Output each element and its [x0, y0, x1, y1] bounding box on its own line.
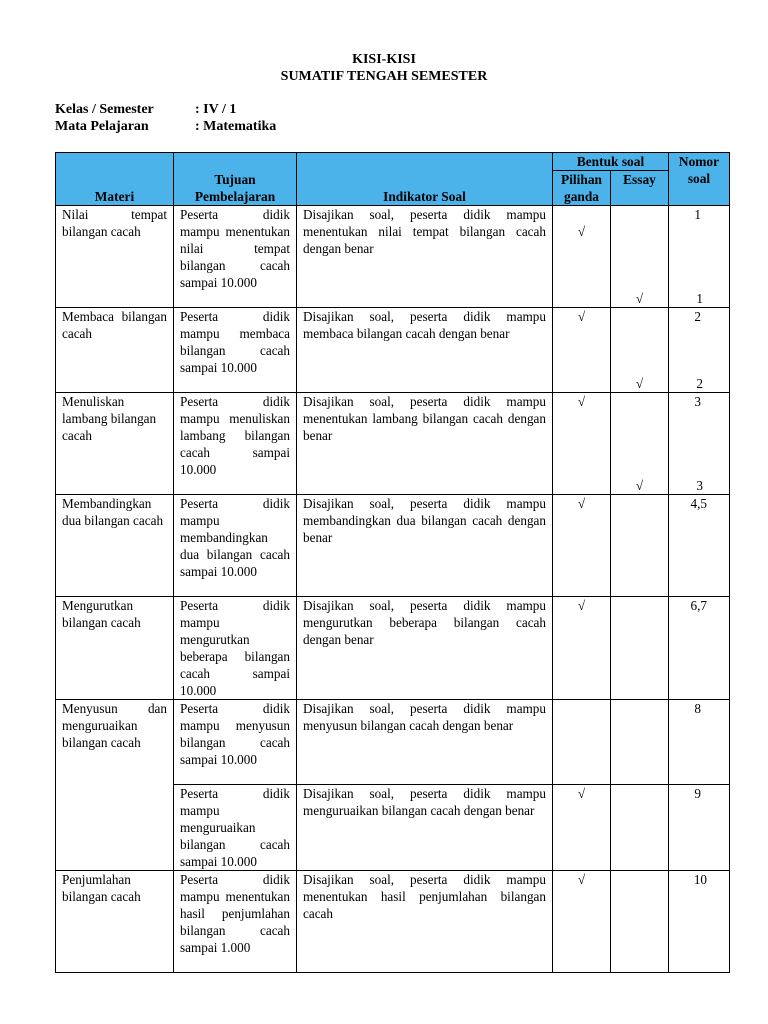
- document-title: KISI-KISI: [352, 52, 416, 67]
- cell-materi: Nilai tempat bilangan cacah: [56, 206, 174, 308]
- table-row: [56, 308, 730, 393]
- cell-pilihan-ganda-empty: [553, 700, 611, 785]
- nomor-soal-essay: 3: [696, 478, 703, 493]
- cell-pilihan-ganda-check: √: [553, 785, 611, 871]
- cell-indikator: Disajikan soal, peserta didik mampu membandingkan dua bilangan cacah dengan benar: [297, 495, 553, 597]
- cell-indikator: Disajikan soal, peserta didik mampu menentukan lambang bilangan cacah dengan benar: [297, 393, 553, 495]
- header-indikator-soal: Indikator Soal: [297, 153, 553, 206]
- cell-pilihan-ganda-check: √: [553, 597, 611, 700]
- cell-nomor-soal: 10: [669, 871, 730, 973]
- cell-indikator: Disajikan soal, peserta didik mampu membaca bilangan cacah dengan benar: [297, 308, 553, 393]
- cell-indikator: Disajikan soal, peserta didik mampu mengurutkan beberapa bilangan cacah dengan benar: [297, 597, 553, 700]
- cell-nomor-soal: [669, 308, 730, 393]
- mata-pelajaran-label: Mata Pelajaran: [55, 119, 149, 134]
- nomor-soal-pg: 1: [694, 207, 701, 222]
- cell-tujuan: Peserta didik mampu menentukan hasil penjumlahan bilangan cacah sampai 1.000: [174, 871, 297, 973]
- table-row: [56, 206, 730, 308]
- cell-pilihan-ganda-check: √: [553, 495, 611, 597]
- table-row: [56, 871, 730, 973]
- cell-materi: Menyusun dan menguruaikan bilangan cacah: [56, 700, 174, 871]
- cell-essay-check: √: [611, 393, 669, 495]
- cell-pilihan-ganda-check: √: [553, 206, 611, 308]
- nomor-soal-essay: 1: [696, 291, 703, 306]
- nomor-soal-pg: 2: [694, 309, 701, 324]
- cell-materi: Menuliskan lambang bilangan cacah: [56, 393, 174, 495]
- cell-essay-empty: [611, 871, 669, 973]
- cell-materi: Membaca bilangan cacah: [56, 308, 174, 393]
- cell-essay-check: √: [611, 206, 669, 308]
- cell-essay-check: √: [611, 308, 669, 393]
- mata-pelajaran-row: [55, 119, 277, 135]
- cell-nomor-soal: 8: [669, 700, 730, 785]
- header-tujuan-pembelajaran: Tujuan Pembelajaran: [174, 153, 297, 206]
- header-bentuk-soal: Bentuk soal: [553, 153, 669, 171]
- document-subtitle: SUMATIF TENGAH SEMESTER: [280, 69, 488, 84]
- table-row: [56, 495, 730, 597]
- cell-indikator: Disajikan soal, peserta didik mampu menentukan hasil penjumlahan bilangan cacah: [297, 871, 553, 973]
- header-essay: Essay: [611, 171, 669, 206]
- cell-nomor-soal: 6,7: [669, 597, 730, 700]
- cell-essay-empty: [611, 597, 669, 700]
- cell-materi: Penjumlahan bilangan cacah: [56, 871, 174, 973]
- cell-materi: Membandingkan dua bilangan cacah: [56, 495, 174, 597]
- kelas-semester-value: : IV / 1: [195, 102, 237, 117]
- cell-nomor-soal: 9: [669, 785, 730, 871]
- cell-tujuan: Peserta didik mampu menguruaikan bilangan cacah sampai 10.000: [174, 785, 297, 871]
- cell-tujuan: Peserta didik mampu mengurutkan beberapa bilangan cacah sampai 10.000: [174, 597, 297, 700]
- cell-tujuan: Peserta didik mampu menentukan nilai tempat bilangan cacah sampai 10.000: [174, 206, 297, 308]
- table-row: [56, 393, 730, 495]
- header-nomor-soal: Nomor soal: [669, 153, 730, 206]
- cell-pilihan-ganda-check: √: [553, 308, 611, 393]
- cell-essay-empty: [611, 700, 669, 785]
- kisi-kisi-table: [55, 152, 730, 973]
- cell-tujuan: Peserta didik mampu menuliskan lambang bilangan cacah sampai 10.000: [174, 393, 297, 495]
- cell-nomor-soal: [669, 206, 730, 308]
- cell-essay-empty: [611, 785, 669, 871]
- cell-nomor-soal: 4,5: [669, 495, 730, 597]
- table-row: [56, 700, 730, 785]
- cell-materi: Mengurutkan bilangan cacah: [56, 597, 174, 700]
- header-materi: Materi: [56, 153, 174, 206]
- cell-indikator: Disajikan soal, peserta didik mampu menguruaikan bilangan cacah dengan benar: [297, 785, 553, 871]
- header-pilihan-ganda: Pilihan ganda: [553, 171, 611, 206]
- cell-pilihan-ganda-check: √: [553, 871, 611, 973]
- mata-pelajaran-value: : Matematika: [195, 119, 277, 134]
- table-header-row: [56, 153, 730, 171]
- cell-tujuan: Peserta didik mampu menyusun bilangan cacah sampai 10.000: [174, 700, 297, 785]
- cell-indikator: Disajikan soal, peserta didik mampu menyusun bilangan cacah dengan benar: [297, 700, 553, 785]
- table-row: [56, 597, 730, 700]
- cell-tujuan: Peserta didik mampu membaca bilangan cacah sampai 10.000: [174, 308, 297, 393]
- nomor-soal-essay: 2: [696, 376, 703, 391]
- cell-essay-empty: [611, 495, 669, 597]
- nomor-soal-pg: 3: [694, 394, 701, 409]
- cell-indikator: Disajikan soal, peserta didik mampu menentukan nilai tempat bilangan cacah dengan benar: [297, 206, 553, 308]
- cell-pilihan-ganda-check: √: [553, 393, 611, 495]
- cell-nomor-soal: [669, 393, 730, 495]
- kelas-semester-label: Kelas / Semester: [55, 102, 154, 117]
- cell-tujuan: Peserta didik mampu membandingkan dua bilangan cacah sampai 10.000: [174, 495, 297, 597]
- kelas-semester-row: [55, 102, 237, 118]
